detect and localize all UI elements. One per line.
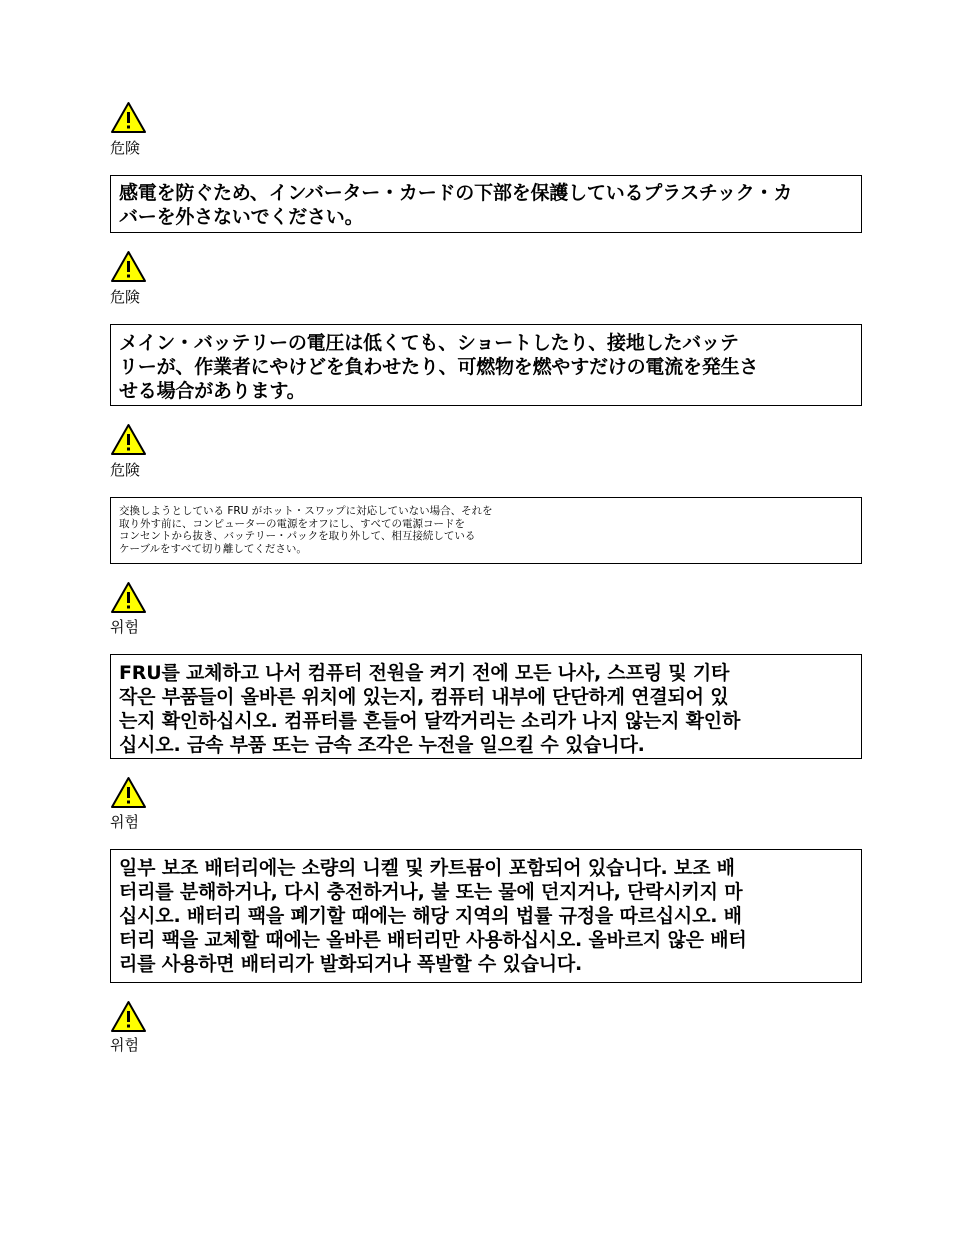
warning-box [110, 497, 862, 564]
warning-text: 感電を防ぐため、インバーター・カードの下部を保護しているプラスチック・カ バーを外さないでください。 [119, 182, 793, 228]
warning-triangle-icon [110, 423, 147, 456]
warning-triangle-icon [110, 250, 147, 283]
warning-box [110, 175, 862, 233]
warning-triangle-icon [110, 581, 147, 614]
warning-text: FRU를 교체하고 나서 컴퓨터 전원을 켜기 전에 모든 나사, 스프링 및 기타 작은 부품들이 올바른 위치에 있는지, 컴퓨터 내부에 단단하게 연결되어 있 는지 확인하십시오. 컴퓨터를 흔들어 달깍거리는 소리가 나지 않는지 확인하 십시오. 금속 부품 또는 금속 조각은 누전을 일으킬 수 있습니다. [119, 662, 741, 756]
warning-text: メイン・バッテリーの電圧は低くても、ショートしたり、接地したバッテ リーが、作業者にやけどを負わせたり、可燃物を燃やすだけの電流を発生さ せる場合があります。 [119, 332, 759, 402]
danger-label: 위험 [110, 1036, 139, 1054]
warning-box [110, 849, 862, 983]
warning-text: 交換しようとしている FRU がホット・スワップに対応していない場合、それを 取り外す前に、コンピューターの電源をオフにし、すべての電源コードを コンセントから抜き、バッテリー・パックを取り外して、相互接続している ケーブルをすべて切り離してください。 [119, 505, 493, 555]
warning-text: 일부 보조 배터리에는 소량의 니켈 및 카트뮴이 포함되어 있습니다. 보조 배 터리를 분해하거나, 다시 충전하거나, 불 또는 물에 던지거나, 단락시키지 마 십시오. 배터리 팩을 폐기할 때에는 해당 지역의 법률 규정을 따르십시오. 배 터리 팩을 교체할 때에는 올바른 배터리만 사용하십시오. 올바르지 않은 배터 리를 사용하면 배터리가 발화되거나 폭발할 수 있습니다. [119, 857, 747, 975]
danger-label: 危険 [110, 139, 141, 157]
warning-triangle-icon [110, 101, 147, 134]
warning-box [110, 324, 862, 406]
warning-box [110, 654, 862, 759]
warning-triangle-icon [110, 776, 147, 809]
danger-label: 위험 [110, 618, 139, 636]
danger-label: 危険 [110, 461, 141, 479]
danger-label: 危険 [110, 288, 141, 306]
danger-label: 위험 [110, 813, 139, 831]
warning-triangle-icon [110, 1000, 147, 1033]
